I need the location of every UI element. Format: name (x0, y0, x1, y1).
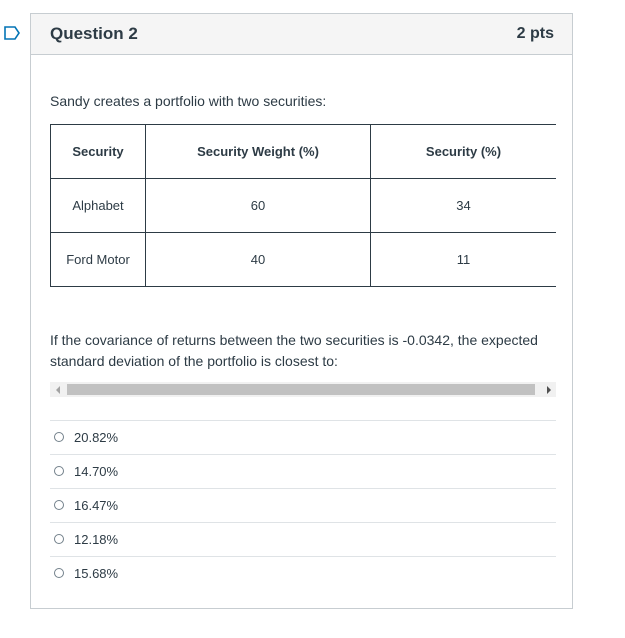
radio-button[interactable] (54, 568, 64, 578)
answer-option[interactable] (50, 522, 556, 556)
answer-option[interactable] (50, 454, 556, 488)
table-header-cell: Security Weight (%) (146, 125, 371, 179)
answer-label[interactable]: 14.70% (74, 464, 119, 479)
scrollbar-thumb[interactable] (67, 384, 535, 395)
table-header-row (51, 125, 557, 179)
scroll-right-arrow-icon[interactable] (541, 382, 556, 397)
table-cell: Alphabet (51, 179, 146, 233)
answer-label[interactable]: 12.18% (74, 532, 119, 547)
table-row (51, 233, 557, 287)
radio-button[interactable] (54, 432, 64, 442)
answer-label[interactable]: 20.82% (74, 430, 119, 445)
table-cell: 60 (146, 179, 371, 233)
table-header-cell: Security (51, 125, 146, 179)
question-header (31, 14, 572, 55)
question-title: Question 2 (50, 24, 138, 43)
radio-button[interactable] (54, 466, 64, 476)
answer-list (50, 420, 556, 590)
answer-label[interactable]: 15.68% (74, 566, 119, 581)
answer-option[interactable] (50, 488, 556, 522)
table-header-cell: Security (%) (371, 125, 557, 179)
answer-label[interactable]: 16.47% (74, 498, 119, 513)
question-prompt: If the covariance of returns between the two securities is -0.0342, the expected standard deviation of the portfolio is closest to: (50, 332, 538, 369)
scroll-left-arrow-icon[interactable] (50, 382, 65, 397)
table-cell: Ford Motor (51, 233, 146, 287)
table-row (51, 179, 557, 233)
answer-option[interactable] (50, 556, 556, 590)
question-card (30, 13, 573, 609)
bookmark-flag-icon[interactable] (4, 26, 20, 40)
horizontal-scrollbar[interactable] (50, 382, 556, 397)
table-cell: 34 (371, 179, 557, 233)
question-points: 2 pts (516, 25, 554, 42)
table-cell: 11 (371, 233, 557, 287)
question-intro: Sandy creates a portfolio with two securities: (50, 93, 327, 109)
radio-button[interactable] (54, 534, 64, 544)
securities-table (50, 124, 556, 287)
radio-button[interactable] (54, 500, 64, 510)
answer-option[interactable] (50, 420, 556, 454)
table-cell: 40 (146, 233, 371, 287)
